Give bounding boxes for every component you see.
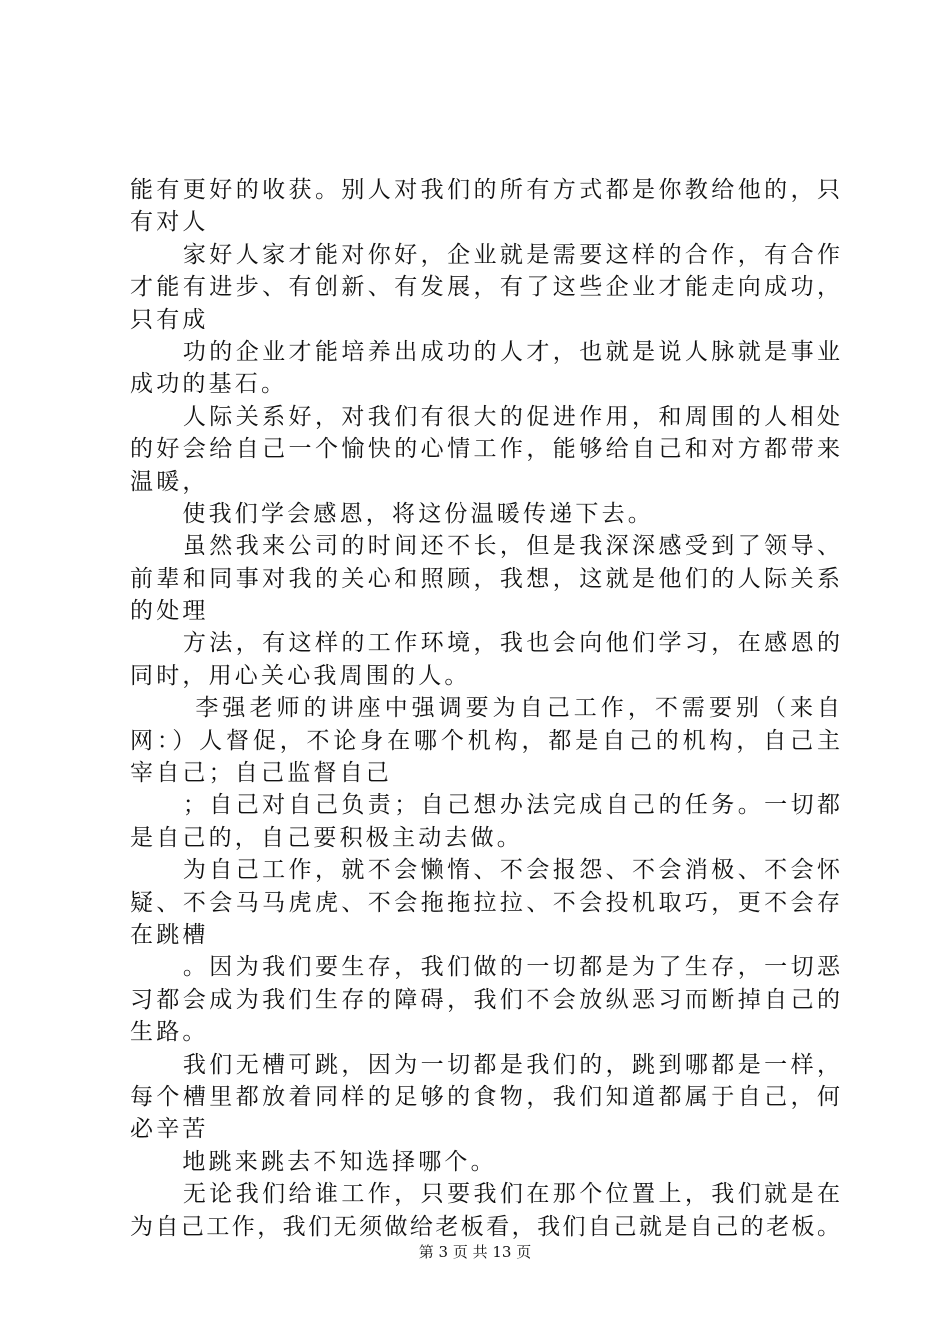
text-line: 家好人家才能对你好，企业就是需要这样的合作，有合作 (130, 241, 840, 268)
text-line: ；自己对自己负责；自己想办法完成自己的任务。一切都 (130, 792, 840, 819)
text-line: 为自己工作，我们无须做给老板看，我们自己就是自己的老板。 (130, 1213, 840, 1240)
text-line: 成功的基石。 (130, 371, 288, 398)
text-line: 温暖， (130, 468, 209, 495)
text-line: 是自己的，自己要积极主动去做。 (130, 824, 523, 851)
body-text (130, 174, 840, 1243)
page-number-footer: 第 3 页 共 13 页 (418, 1243, 532, 1261)
text-line: 能有更好的收获。别人对我们的所有方式都是你教给他的，只 (130, 177, 840, 203)
text-line: 生路。 (130, 1019, 209, 1046)
text-line: 虽然我来公司的时间还不长，但是我深深感受到了领导、 (130, 533, 840, 560)
text-line: 的处理 (130, 598, 209, 625)
text-line: 为自己工作，就不会懒惰、不会报怨、不会消极、不会怀 (130, 857, 840, 884)
text-line: 李强老师的讲座中强调要为自己工作，不需要别（来自 (130, 695, 840, 722)
text-line: 地跳来跳去不知选择哪个。 (130, 1148, 497, 1175)
text-line: 在跳槽 (130, 921, 209, 948)
text-line: 使我们学会感恩，将这份温暖传递下去。 (130, 500, 654, 527)
text-line: 无论我们给谁工作，只要我们在那个位置上，我们就是在 (130, 1181, 840, 1208)
text-line: 前辈和同事对我的关心和照顾，我想，这就是他们的人际关系 (130, 565, 840, 592)
text-line: 必辛苦 (130, 1116, 209, 1143)
text-line: 网：）人督促，不论身在哪个机构，都是自己的机构，自己主 (130, 727, 840, 754)
text-line: 功的企业才能培养出成功的人才，也就是说人脉就是事业 (130, 338, 840, 365)
text-line: 习都会成为我们生存的障碍，我们不会放纵恶习而断掉自己的 (130, 986, 840, 1013)
text-line: 疑、不会马马虎虎、不会拖拖拉拉、不会投机取巧，更不会存 (130, 889, 840, 916)
text-line: 方法，有这样的工作环境，我也会向他们学习，在感恩的 (130, 630, 840, 657)
text-line: 有对人 (130, 209, 209, 236)
text-line: 同时，用心关心我周围的人。 (130, 662, 471, 689)
text-line: 。因为我们要生存，我们做的一切都是为了生存，一切恶 (130, 954, 840, 981)
text-line: 的好会给自己一个愉快的心情工作，能够给自己和对方都带来 (130, 436, 840, 463)
text-line: 我们无槽可跳，因为一切都是我们的，跳到哪都是一样， (130, 1051, 840, 1078)
text-line: 每个槽里都放着同样的足够的食物，我们知道都属于自己，何 (130, 1083, 840, 1110)
text-line: 只有成 (130, 306, 209, 333)
text-line: 人际关系好，对我们有很大的促进作用，和周围的人相处 (130, 403, 840, 430)
text-line: 才能有进步、有创新、有发展，有了这些企业才能走向成功， (130, 274, 840, 301)
text-line: 宰自己；自己监督自己 (130, 760, 392, 787)
